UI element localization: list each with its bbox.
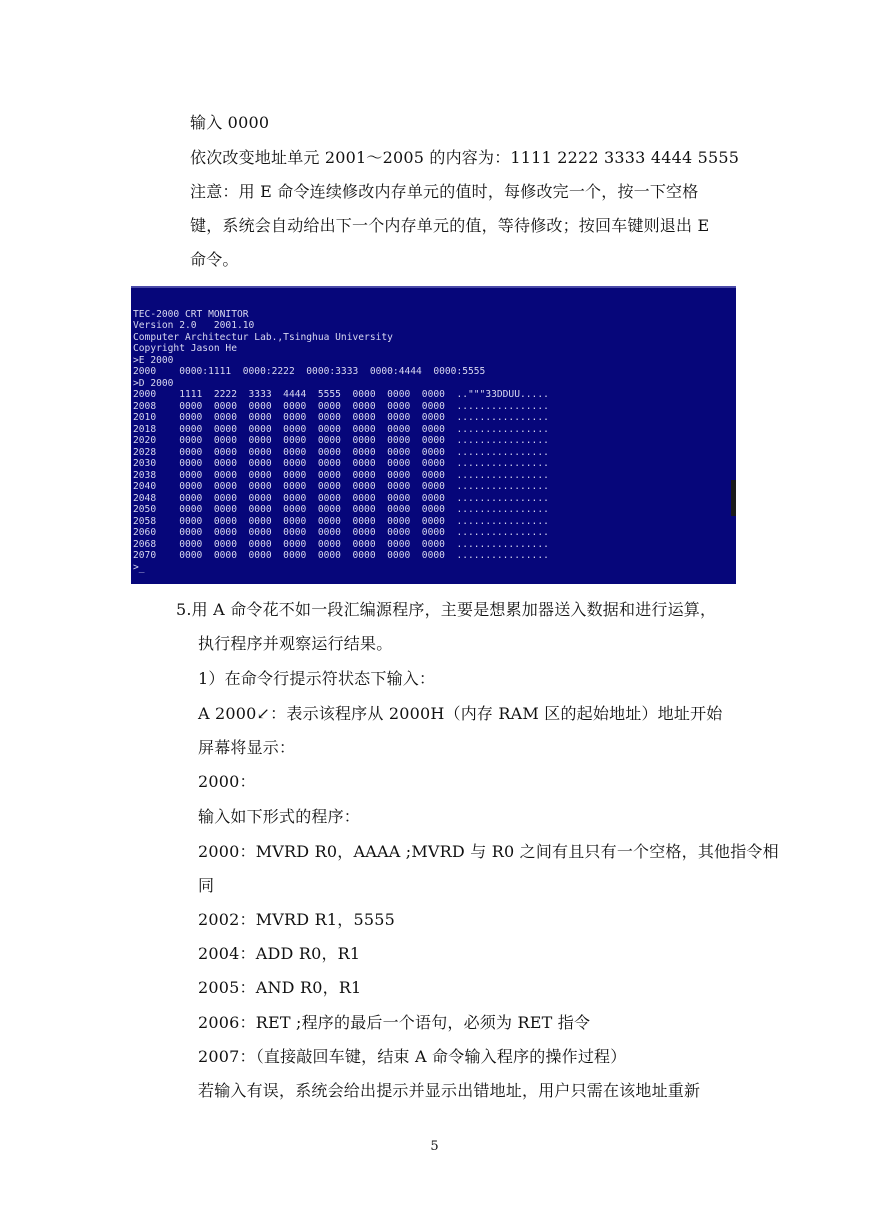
paragraph-2000: 2000： bbox=[198, 772, 256, 791]
terminal-line: 2068 0000 0000 0000 0000 0000 0000 0000 0000 ................ bbox=[133, 539, 549, 550]
code-line-2006: 2006：RET ;程序的最后一个语句，必须为 RET 指令 bbox=[198, 1013, 591, 1032]
terminal-line: Copyright Jason He bbox=[133, 343, 237, 354]
terminal-line: 2040 0000 0000 0000 0000 0000 0000 0000 0000 ................ bbox=[133, 481, 549, 492]
terminal-line: 2000 0000:1111 0000:2222 0000:3333 0000:4444 0000:5555 bbox=[133, 366, 486, 377]
code-line-2004: 2004：ADD R0，R1 bbox=[198, 944, 361, 963]
paragraph-note-line2: 键，系统会自动给出下一个内存单元的值，等待修改；按回车键则退出 E bbox=[190, 216, 710, 235]
terminal-line: 2070 0000 0000 0000 0000 0000 0000 0000 0000 ................ bbox=[133, 550, 549, 561]
paragraph-substep1: 1）在命令行提示符状态下输入： bbox=[198, 669, 436, 688]
page-number: 5 bbox=[430, 1139, 439, 1154]
terminal-line: 2010 0000 0000 0000 0000 0000 0000 0000 0000 ................ bbox=[133, 412, 549, 423]
terminal-line: 2048 0000 0000 0000 0000 0000 0000 0000 0000 ................ bbox=[133, 493, 549, 504]
paragraph-a2000: A 2000↙：表示该程序从 2000H（内存 RAM 区的起始地址）地址开始 bbox=[198, 704, 723, 723]
terminal-scrollbar-tab bbox=[731, 480, 736, 516]
terminal-line: 2008 0000 0000 0000 0000 0000 0000 0000 0000 ................ bbox=[133, 401, 549, 412]
terminal-line: >D 2000 bbox=[133, 378, 174, 389]
terminal-line: 2018 0000 0000 0000 0000 0000 0000 0000 0000 ................ bbox=[133, 424, 549, 435]
code-line-2000-cont: 同 bbox=[198, 876, 215, 895]
terminal-line: 2030 0000 0000 0000 0000 0000 0000 0000 0000 ................ bbox=[133, 458, 549, 469]
paragraph-input-0000: 输入 0000 bbox=[190, 113, 270, 132]
terminal-line: Computer Architectur Lab.,Tsinghua University bbox=[133, 332, 393, 343]
terminal-line: 2038 0000 0000 0000 0000 0000 0000 0000 0000 ................ bbox=[133, 470, 549, 481]
terminal-line: 2000 1111 2222 3333 4444 5555 0000 0000 0000 .."""33DDUU..... bbox=[133, 389, 549, 400]
code-line-2005: 2005：AND R0，R1 bbox=[198, 978, 362, 997]
terminal-line: 2020 0000 0000 0000 0000 0000 0000 0000 0000 ................ bbox=[133, 435, 549, 446]
paragraph-note-line1: 注意：用 E 命令连续修改内存单元的值时，每修改完一个，按一下空格 bbox=[190, 182, 699, 201]
paragraph-step5-line1: 5.用 A 命令花不如一段汇编源程序，主要是想累加器送入数据和进行运算， bbox=[176, 600, 717, 619]
terminal-line: 2028 0000 0000 0000 0000 0000 0000 0000 0000 ................ bbox=[133, 447, 549, 458]
code-line-2002: 2002：MVRD R1，5555 bbox=[198, 910, 395, 929]
terminal-prompt: >_ bbox=[133, 562, 145, 573]
terminal-line: 2058 0000 0000 0000 0000 0000 0000 0000 0000 ................ bbox=[133, 516, 549, 527]
paragraph-change-units: 依次改变地址单元 2001～2005 的内容为：1111 2222 3333 4444 5555 bbox=[190, 148, 740, 167]
terminal-line: TEC-2000 CRT MONITOR bbox=[133, 309, 249, 320]
terminal-line: >E 2000 bbox=[133, 355, 174, 366]
paragraph-step5-line2: 执行程序并观察运行结果。 bbox=[198, 634, 393, 653]
terminal-screenshot bbox=[131, 286, 736, 584]
paragraph-note-line3: 命令。 bbox=[190, 250, 239, 269]
paragraph-input-program: 输入如下形式的程序： bbox=[198, 807, 361, 826]
terminal-line: Version 2.0 2001.10 bbox=[133, 320, 255, 331]
terminal-line: 2060 0000 0000 0000 0000 0000 0000 0000 0000 ................ bbox=[133, 527, 549, 538]
code-line-2007: 2007：（直接敲回车键，结束 A 命令输入程序的操作过程） bbox=[198, 1047, 627, 1066]
paragraph-screen-shows: 屏幕将显示： bbox=[198, 738, 296, 757]
paragraph-error-hint: 若输入有误，系统会给出提示并显示出错地址，用户只需在该地址重新 bbox=[198, 1081, 701, 1100]
terminal-line: 2050 0000 0000 0000 0000 0000 0000 0000 0000 ................ bbox=[133, 504, 549, 515]
code-line-2000: 2000：MVRD R0，AAAA ;MVRD 与 R0 之间有且只有一个空格，其他指令相 bbox=[198, 842, 779, 861]
